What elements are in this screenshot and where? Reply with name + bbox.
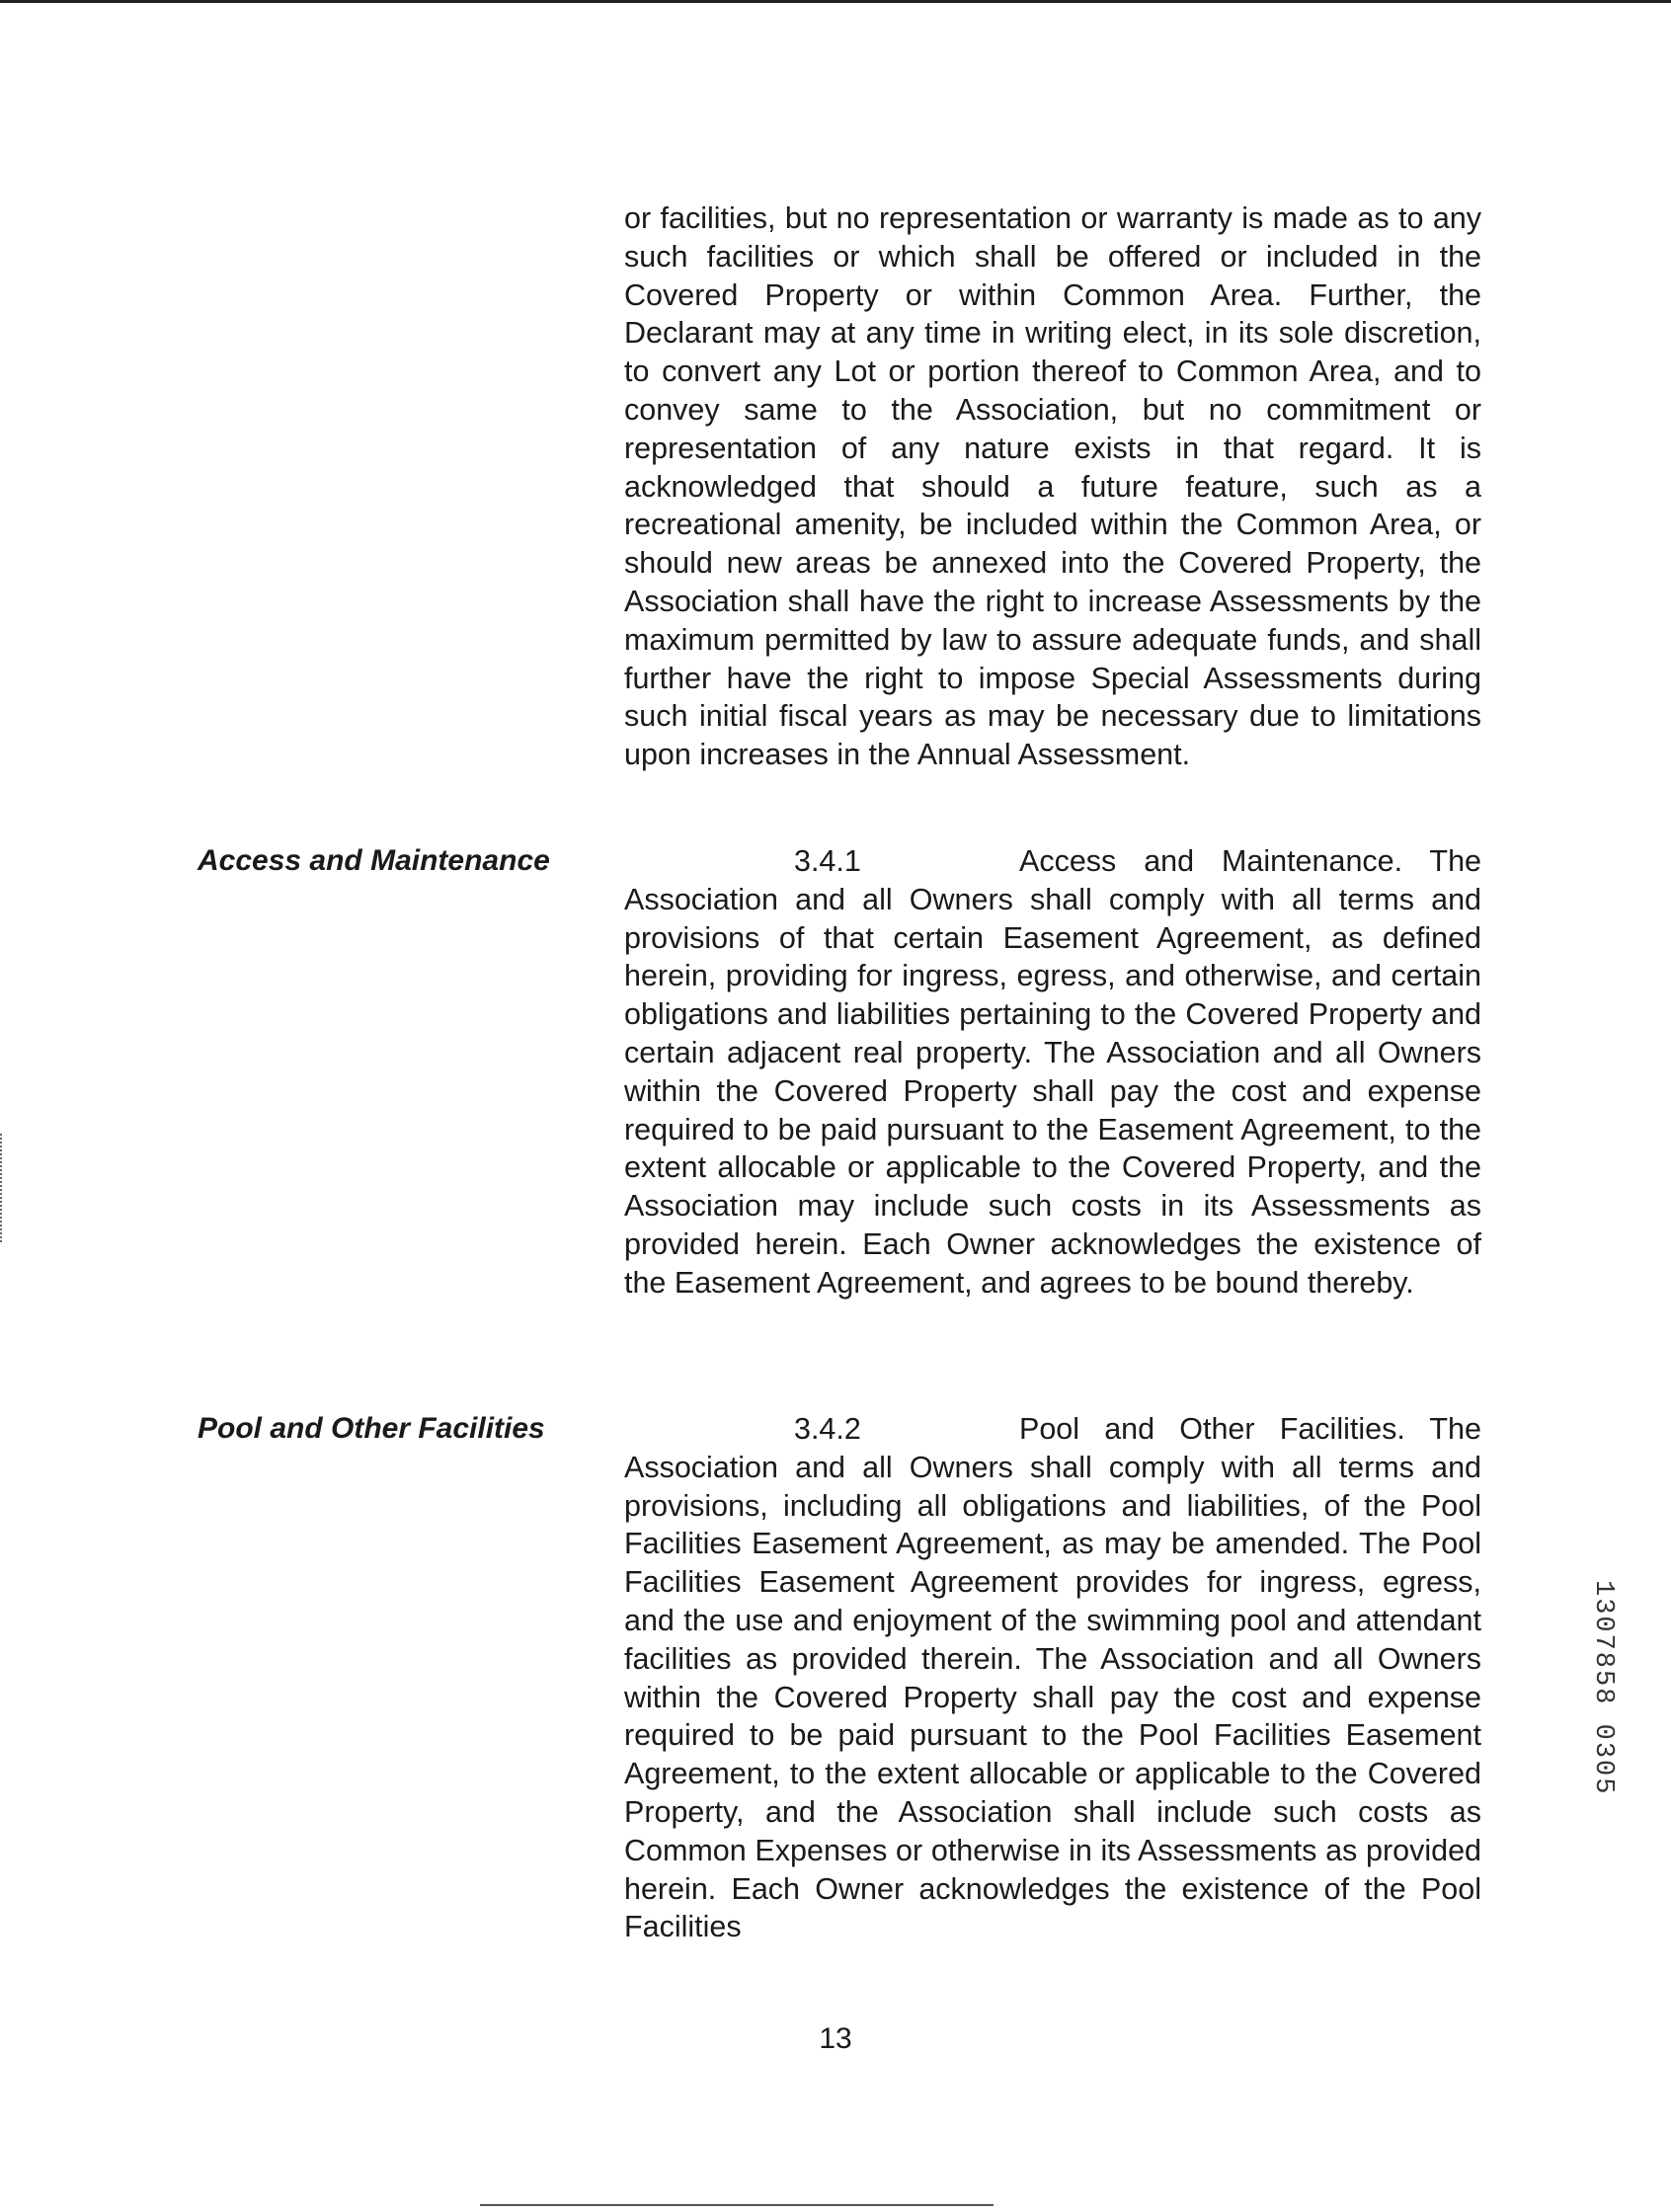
continued-paragraph: or facilities, but no representation or warranty is made as to any such facilities or which shall be offered or included in the Covered Property or within Common Area. Further, the Declarant may at any time in writing elect, in its sole discretion, to convert any Lot or portion thereof to Common Area, and to convey same to the Association, but no commitment or representation of any nature exists in that regard. It is acknowledged that should a future feature, such as a recreational amenity, be included within the Common Area, or should new areas be annexed into the Covered Property, the Association shall have the right to increase Assessments by the maximum permitted by law to assure adequate funds, and shall further have the right to impose Special Assessments during such initial fiscal years as may be necessary due to limitations upon increases in the Annual Assessment. — [624, 201, 1481, 772]
scan-edge-marks — [0, 1134, 5, 1242]
bottom-border-line — [480, 2204, 994, 2206]
section-body: Pool and Other Facilities. The Association and all Owners shall comply with all terms and provisions, including all obligations and liabilities, of the Pool Facilities Easement Agreement, as may be amended. The Pool Facilities Easement Agreement provides for ingress, egress, and the use and enjoyment of the swimming pool and attendant facilities as provided therein. The Association and all Owners within the Covered Property shall pay the cost and expense required to be paid pursuant to the Pool Facilities Easement Agreement, to the extent allocable or applicable to the Covered Property, and the Association shall include such costs as Common Expenses or otherwise in its Assessments as provided herein. Each Owner acknowledges the existence of the Pool Facilities — [624, 1412, 1481, 1944]
margin-heading-access-maintenance: Access and Maintenance — [198, 844, 550, 877]
top-border-line — [0, 0, 1671, 3]
recording-stamp-number: 1307858 0305 — [1588, 1580, 1618, 1796]
margin-heading-pool-facilities: Pool and Other Facilities — [198, 1412, 545, 1445]
section-3-4-1-paragraph — [624, 842, 1481, 1303]
section-number: 3.4.2 — [794, 1412, 861, 1446]
section-number: 3.4.1 — [794, 844, 861, 878]
section-body: Access and Maintenance. The Association and all Owners shall comply with all terms and provisions of that certain Easement Agreement, as defined herein, providing for ingress, egress, and otherwise, and certain obligations and liabilities pertaining to the Covered Property and certain adjacent real property. The Association and all Owners within the Covered Property shall pay the cost and expense required to be paid pursuant to the Easement Agreement, to the extent allocable or applicable to the Covered Property, and the Association may include such costs in its Assessments as provided herein. Each Owner acknowledges the existence of the Easement Agreement, and agrees to be bound thereby. — [624, 844, 1481, 1300]
section-3-4-2-paragraph — [624, 1410, 1481, 1946]
page-number: 13 — [819, 2022, 852, 2055]
